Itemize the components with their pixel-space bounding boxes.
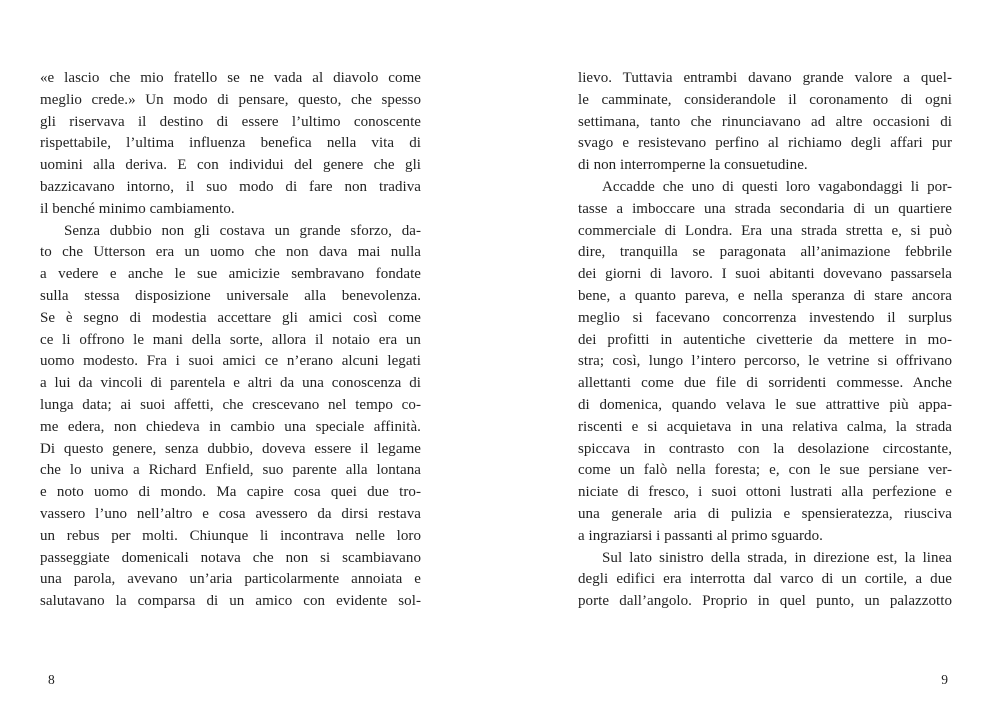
text-line: a ingraziarsi i passanti al primo sguardo. (578, 527, 823, 544)
text-line: ce li offrono le mani della sorte, allora il notaio era un (40, 331, 421, 348)
text-line: e noto uomo di mondo. Ma capire cosa quei due tro- (40, 484, 421, 501)
text-line: me edera, non chiedeva in cambio una speciale affinità. (40, 418, 421, 435)
text-line: una generale aria di pulizia e spensieratezza, riusciva (578, 505, 952, 522)
page-number-right: 9 (941, 672, 948, 687)
text-line: meglio crede.» Un modo di pensare, questo, che spesso (40, 91, 421, 108)
text-line: Senza dubbio non gli costava un grande sforzo, da- (64, 222, 421, 239)
text-line: stra; così, lungo l’intero percorso, le vetrine si offrivano (578, 353, 952, 370)
text-line: bazzicavano intorno, il suo modo di fare non tradiva (40, 178, 421, 195)
text-line: riscenti e si acquietava in una relativa calma, la strada (578, 418, 952, 435)
text-line: to che Utterson era un uomo che non dava mai nulla (40, 244, 421, 261)
text-line: sulla stessa disposizione universale alla benevolenza. (40, 287, 421, 304)
text-line: a lui da vincoli di parentela e altri da una conoscenza di (40, 375, 421, 392)
text-line: gli riservava il destino di essere l’ultimo conoscente (40, 113, 421, 130)
text-line: salutavano la comparsa di un amico con evidente sol- (40, 593, 421, 610)
text-line: Sul lato sinistro della strada, in direzione est, la linea (602, 549, 952, 566)
text-line: il benché minimo cambiamento. (40, 200, 235, 217)
text-line: porte dall’angolo. Proprio in quel punto, un palazzotto (578, 593, 952, 610)
text-line: che lo univa a Richard Enfield, suo parente alla lontana (40, 462, 421, 479)
text-line: lievo. Tuttavia entrambi davano grande valore a quel- (578, 70, 952, 86)
text-line: «e lascio che mio fratello se ne vada al diavolo come (40, 70, 421, 86)
text-line: vassero l’uno nell’altro e cosa avessero da dirsi restava (40, 505, 421, 522)
text-line: una parola, avevano un’aria particolarmente annoiata e (40, 571, 421, 588)
text-line: di domenica, quando velava le sue attrattive più appa- (578, 396, 952, 413)
text-line: uomo modesto. Fra i suoi amici ce n’erano alcuni legati (40, 353, 421, 370)
text-line: degli edifici era interrotta dal varco di un cortile, a due (578, 571, 952, 588)
text-line: spiccava in contrasto con la desolazione circostante, (578, 440, 952, 457)
text-line: le camminate, considerandole il coronamento di ogni (578, 91, 952, 108)
text-line: allettanti come due file di sorridenti commesse. Anche (578, 375, 952, 392)
text-line: rispettabile, l’ultima influenza benefica nella vita di (40, 135, 421, 152)
text-line: a vedere e anche le sue amicizie sembravano fondate (40, 266, 421, 283)
text-line: dei giorni di lavoro. I suoi abitanti dovevano passarsela (578, 266, 952, 283)
text-line: Di questo genere, senza dubbio, doveva essere il legame (40, 440, 421, 457)
text-line: svago e resistevano perfino al richiamo degli affari pur (578, 135, 952, 152)
text-line: Se è segno di modestia accettare gli amici così come (40, 309, 421, 326)
text-line: tasse a imboccare una strada secondaria di un quartiere (578, 200, 952, 217)
text-line: commerciale di Londra. Era una strada stretta e, si può (578, 222, 952, 239)
text-line: come un falò nella foresta; e, con le sue persiane ver- (578, 462, 952, 479)
text-line: dei profitti in autentiche civetterie da mettere in mo- (578, 331, 952, 348)
text-line: meglio si facevano concorrenza investendo il surplus (578, 309, 952, 326)
text-line: passeggiate domenicali notava che non si scambiavano (40, 549, 421, 566)
text-line: Accadde che uno di questi loro vagabondaggi li por- (602, 178, 952, 195)
text-line: uomini alla deriva. E con individui del genere che gli (40, 157, 421, 174)
page-left-text-column (40, 68, 421, 613)
page-number-left: 8 (48, 672, 55, 687)
text-line: dire, tranquilla se paragonata all’animazione febbrile (578, 244, 952, 261)
text-line: lunga data; ai suoi affetti, che crescevano nel tempo co- (40, 396, 421, 413)
text-line: bene, a quanto pareva, e nella speranza di stare ancora (578, 287, 952, 304)
page-right-text-column (578, 68, 952, 613)
text-line: di non interromperne la consuetudine. (578, 157, 808, 174)
text-line: niciate di fresco, i suoi ottoni lustrati alla perfezione e (578, 484, 952, 501)
text-line: un rebus per molti. Chiunque li incontrava nelle loro (40, 527, 421, 544)
text-line: settimana, tanto che rinunciavano ad altre occasioni di (578, 113, 952, 130)
